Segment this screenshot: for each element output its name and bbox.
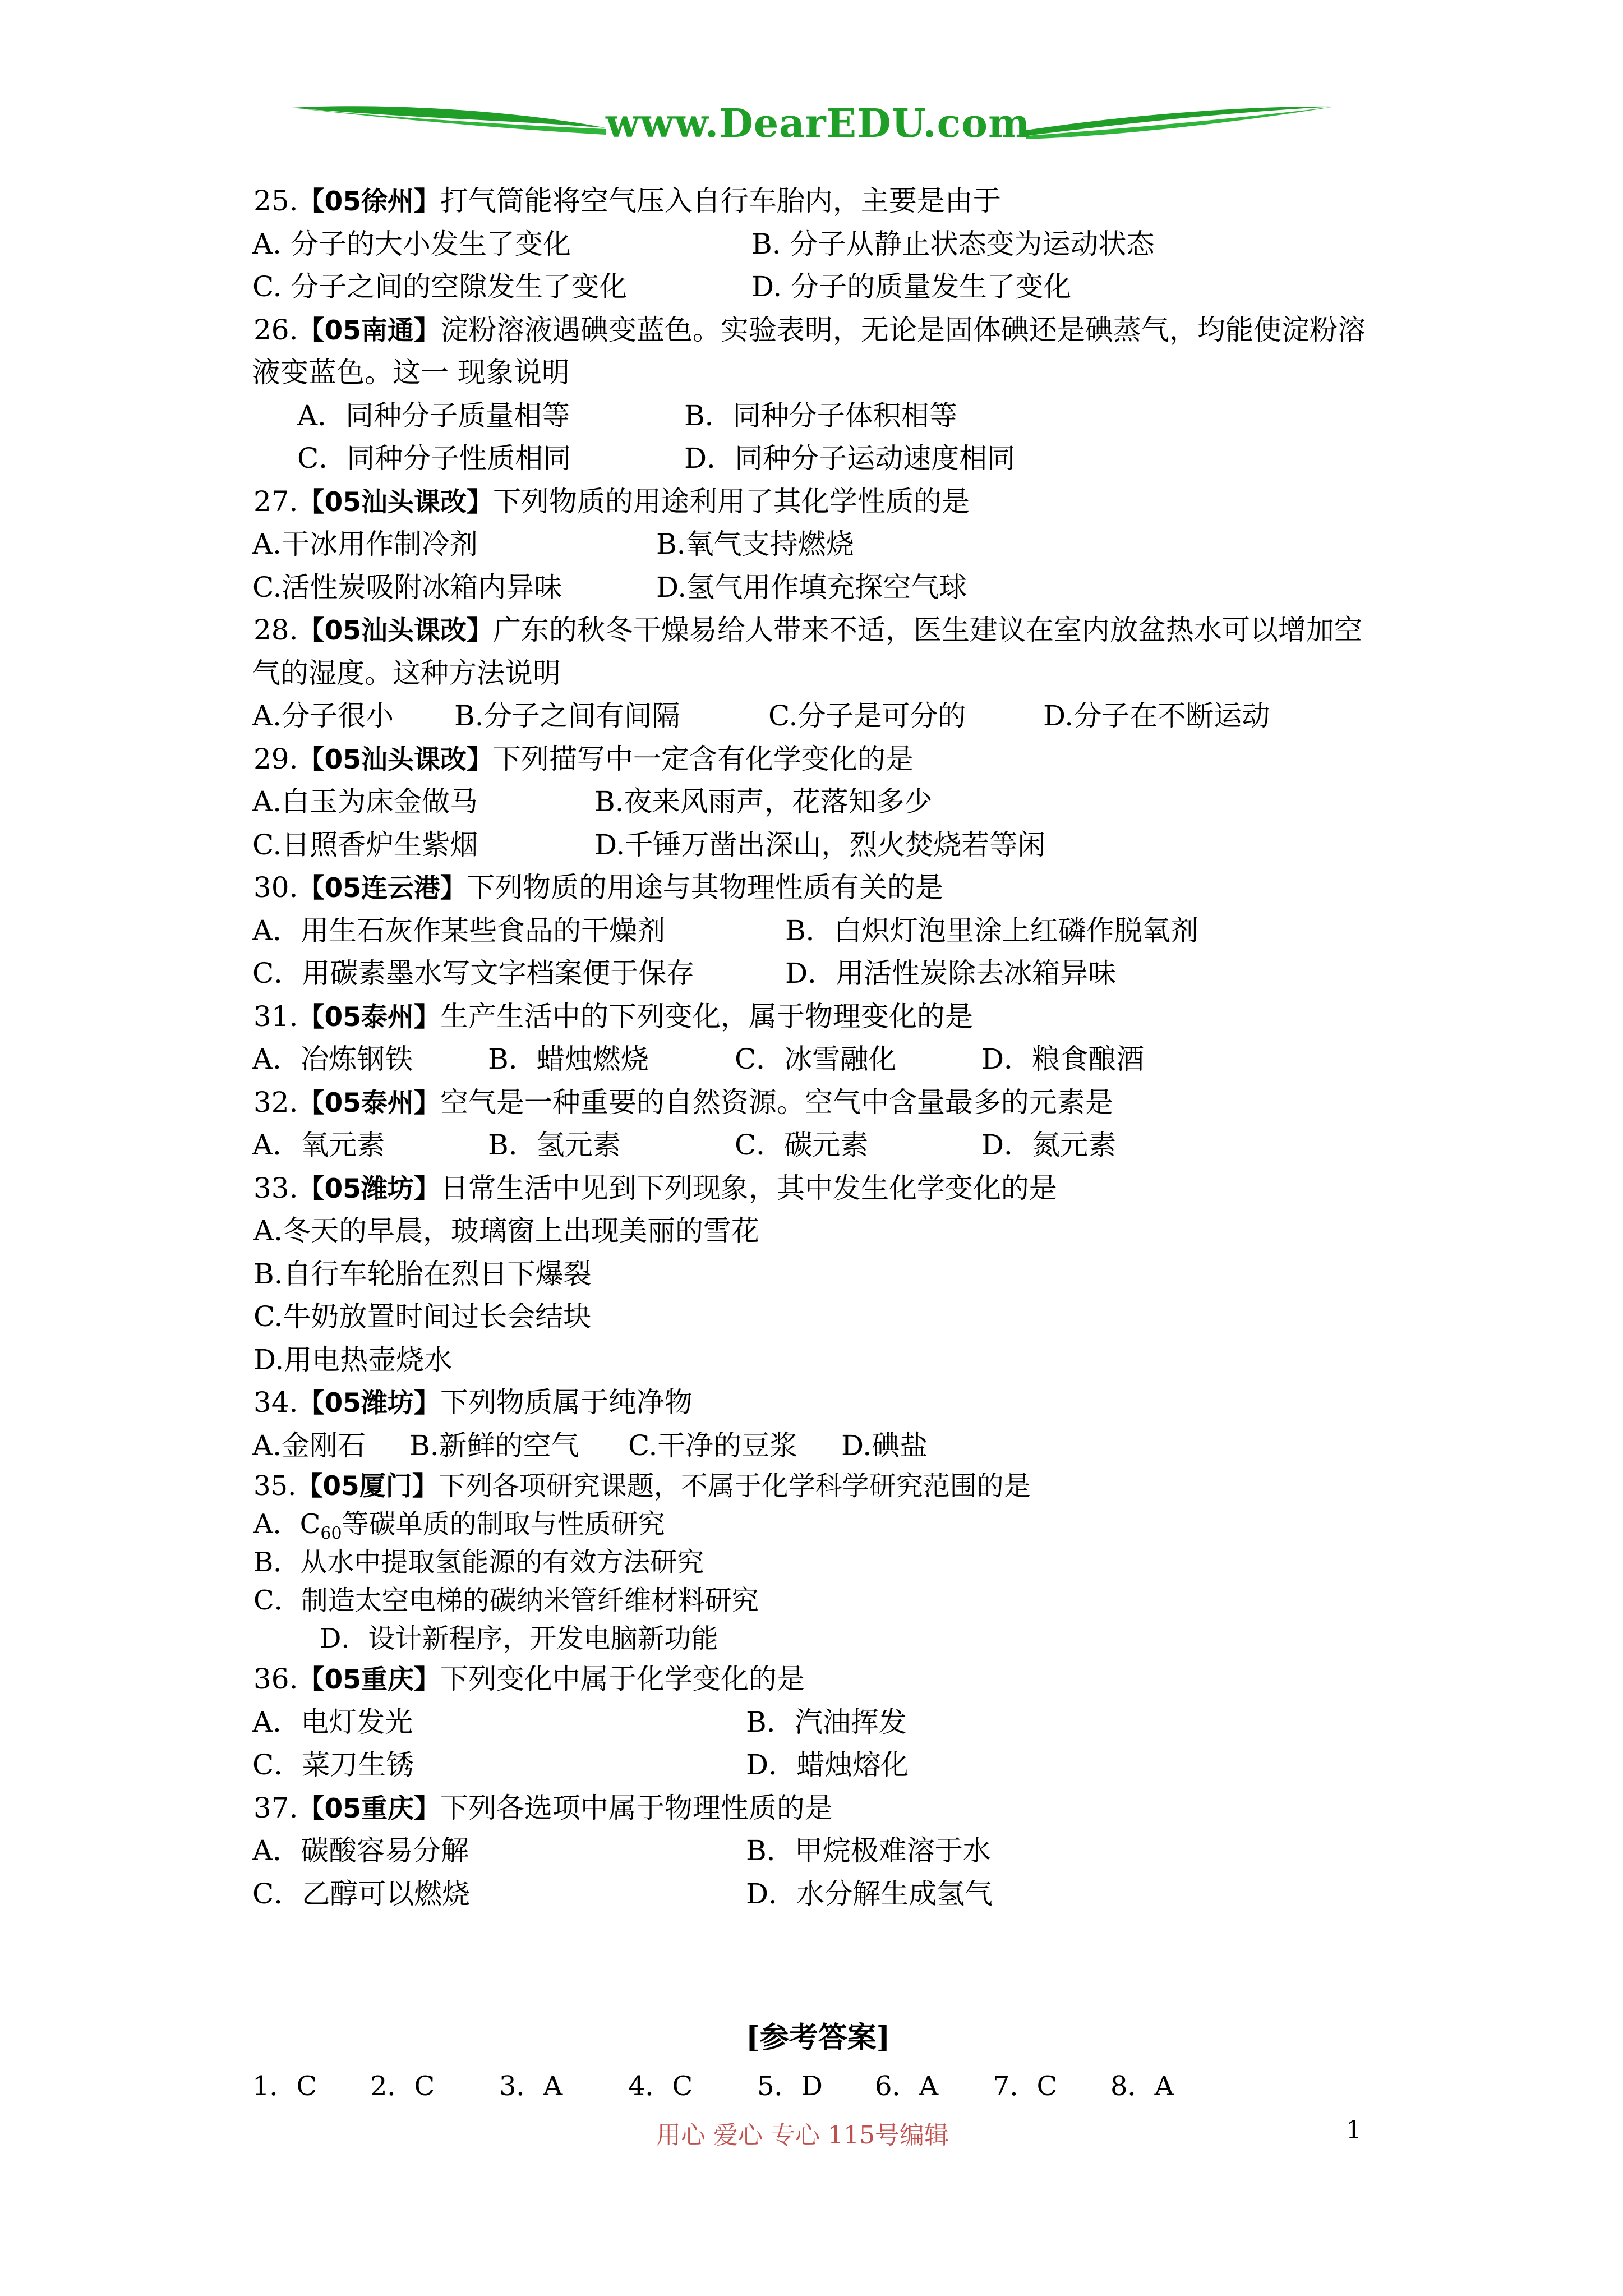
question-32: 32.【05泰州】空气是一种重要的自然资源。空气中含量最多的元素是 — [253, 1085, 1113, 1119]
question-28: 28.【05汕头课改】广东的秋冬干燥易给人带来不适，医生建议在室内放盆热水可以增加空 — [253, 614, 1362, 646]
options-row — [252, 1872, 1419, 1916]
source-tag: 【05重庆】 — [298, 1793, 440, 1824]
option-c: C.日照香炉生紫烟 — [252, 828, 478, 861]
question-36: 36.【05重庆】下列变化中属于化学变化的是 — [253, 1663, 805, 1695]
option-a: A．电灯发光 — [252, 1705, 413, 1738]
question-35: 35.【05厦门】下列各项研究课题，不属于化学科学研究范围的是 — [253, 1470, 1031, 1502]
answer-item: 8．A — [1110, 2070, 1174, 2102]
options-row — [252, 223, 1419, 266]
option-a: A．冶炼钢铁 — [252, 1043, 413, 1075]
options-row — [252, 1829, 1419, 1872]
option-c: C．乙醇可以燃烧 — [252, 1877, 471, 1910]
answer-key-title: [参考答案] — [746, 2021, 891, 2055]
option-b: B.新鲜的空气 — [409, 1429, 579, 1462]
source-tag: 【05汕头课改】 — [298, 486, 493, 518]
question-37: 37.【05重庆】下列各选项中属于物理性质的是 — [253, 1791, 833, 1824]
option-a: A．同种分子质量相等 — [297, 399, 570, 432]
options-row — [252, 952, 1419, 995]
page-number: 1 — [1346, 2116, 1362, 2145]
question-25: 25.【05徐州】打气筒能将空气压入自行车胎内，主要是由于 — [253, 185, 1001, 217]
option-d: D．蜡烛熔化 — [746, 1749, 909, 1781]
options-row — [252, 909, 1419, 953]
options-row — [252, 1124, 1419, 1167]
option-c: C. 分子之间的空隙发生了变化 — [252, 270, 628, 303]
option-a: A．用生石灰作某些食品的干燥剂 — [252, 914, 666, 947]
options-row — [252, 1424, 1419, 1467]
option-b: B．白炽灯泡里涂上红磷作脱氧剂 — [785, 914, 1198, 947]
question-30: 30.【05连云港】下列物质的用途与其物理性质有关的是 — [253, 871, 943, 904]
option-b: B.氧气支持燃烧 — [656, 528, 854, 560]
question-26: 26.【05南通】淀粉溶液遇碘变蓝色。实验表明，无论是固体碘还是碘蒸气，均能使淀粉溶 — [253, 313, 1366, 346]
options-row — [252, 1701, 1419, 1744]
options-row — [252, 1038, 1419, 1081]
question-27: 27.【05汕头课改】下列物质的用途利用了其化学性质的是 — [253, 485, 970, 518]
option-c: C．用碳素墨水写文字档案便于保存 — [252, 957, 695, 990]
source-tag: 【05汕头课改】 — [298, 615, 493, 646]
source-tag: 【05重庆】 — [298, 1664, 440, 1695]
option-d: D．设计新程序，开发电脑新功能 — [320, 1623, 718, 1654]
option-c: C.活性炭吸附冰箱内异味 — [252, 570, 562, 604]
option-a: A. 分子的大小发生了变化 — [252, 227, 571, 260]
options-row — [252, 1743, 1419, 1787]
options-row — [252, 780, 1419, 823]
option-c: C．冰雪融化 — [735, 1043, 897, 1075]
options-row — [252, 437, 1419, 480]
question-31: 31.【05泰州】生产生活中的下列变化，属于物理变化的是 — [253, 1000, 973, 1033]
option-a: A.金刚石 — [252, 1429, 366, 1462]
source-tag: 【05泰州】 — [298, 1087, 440, 1119]
options-row — [252, 394, 1419, 438]
option-a: A．氧元素 — [252, 1129, 385, 1161]
answer-item: 2．C — [370, 2070, 435, 2102]
option-a: A．碳酸容易分解 — [252, 1834, 469, 1867]
option-b: B．同种分子体积相等 — [684, 399, 957, 432]
question-stem-continued: 液变蓝色。这一 现象说明 — [252, 356, 570, 389]
source-tag: 【05南通】 — [298, 315, 440, 346]
logo-text: www.DearEDU.com — [606, 100, 1031, 146]
source-tag: 【05连云港】 — [298, 873, 467, 904]
options-row — [252, 265, 1419, 309]
option-d: D．氮元素 — [981, 1129, 1117, 1161]
option-c: C．碳元素 — [735, 1129, 869, 1161]
options-row — [252, 523, 1419, 566]
options-row — [252, 694, 1419, 738]
answer-item: 4．C — [628, 2070, 693, 2102]
answer-item: 7．C — [993, 2070, 1058, 2102]
option-d: D．水分解生成氢气 — [746, 1877, 993, 1910]
option-c: C．同种分子性质相同 — [297, 442, 571, 475]
option-a: A.干冰用作制冷剂 — [252, 528, 478, 560]
option-b: B．甲烷极难溶于水 — [746, 1834, 991, 1867]
answer-item: 6．A — [875, 2070, 939, 2102]
option-d: D.碘盐 — [841, 1429, 928, 1462]
answer-item: 3．A — [499, 2070, 563, 2102]
question-list — [252, 180, 1419, 1915]
option-a: A.冬天的早晨，玻璃窗上出现美丽的雪花 — [253, 1214, 760, 1247]
option-a: A.白玉为床金做马 — [252, 785, 478, 818]
source-tag: 【05潍坊】 — [298, 1388, 440, 1419]
question-33: 33.【05潍坊】日常生活中见到下列现象，其中发生化学变化的是 — [253, 1171, 1057, 1204]
option-a: A.分子很小 — [252, 700, 394, 732]
option-c: C．菜刀生锈 — [252, 1749, 414, 1781]
option-b: B. 分子从静止状态变为运动状态 — [751, 227, 1155, 260]
option-d: D．同种分子运动速度相同 — [684, 442, 1016, 475]
option-b: B．汽油挥发 — [746, 1705, 907, 1738]
source-tag: 【05汕头课改】 — [298, 744, 493, 775]
option-c: C.分子是可分的 — [768, 700, 966, 732]
option-b: B．从水中提取氢能源的有效方法研究 — [253, 1547, 704, 1578]
option-d: D.氢气用作填充探空气球 — [656, 570, 967, 604]
option-b: B．氢元素 — [488, 1129, 621, 1161]
source-tag: 【05厦门】 — [296, 1471, 439, 1502]
options-row — [252, 566, 1419, 609]
option-d: D．用活性炭除去冰箱异味 — [785, 957, 1117, 990]
option-c: C.牛奶放置时间过长会结块 — [253, 1300, 592, 1333]
source-tag: 【05徐州】 — [298, 186, 440, 217]
option-d: D.千锤万凿出深山，烈火焚烧若等闲 — [594, 828, 1046, 861]
option-c: C.干净的豆浆 — [628, 1429, 798, 1462]
answer-item: 1．C — [252, 2070, 317, 2102]
option-d: D.用电热壶烧水 — [253, 1343, 453, 1376]
answer-key-row — [252, 2064, 1206, 2104]
option-b: B．蜡烛燃烧 — [488, 1043, 649, 1075]
question-34: 34.【05潍坊】下列物质属于纯净物 — [253, 1386, 693, 1419]
question-stem-continued: 气的湿度。这种方法说明 — [252, 656, 561, 689]
option-a: A．$C_{60}$等碳单质的制取与性质研究 — [253, 1508, 665, 1544]
option-b: B.自行车轮胎在烈日下爆裂 — [253, 1257, 592, 1290]
answer-item: 5．D — [757, 2070, 823, 2102]
option-d: D.分子在不断运动 — [1043, 700, 1270, 732]
options-row — [252, 823, 1419, 867]
source-tag: 【05潍坊】 — [298, 1173, 440, 1204]
option-b: B.夜来风雨声，花落知多少 — [594, 785, 933, 818]
option-b: B.分子之间有间隔 — [454, 700, 680, 732]
source-tag: 【05泰州】 — [298, 1001, 440, 1033]
footer-text: 用心 爱心 专心 115号编辑 — [656, 2121, 949, 2150]
option-d: D．粮食酿酒 — [981, 1043, 1145, 1075]
question-29: 29.【05汕头课改】下列描写中一定含有化学变化的是 — [253, 742, 914, 775]
option-d: D. 分子的质量发生了变化 — [751, 270, 1072, 303]
option-c: C．制造太空电梯的碳纳米管纤维材料研究 — [253, 1585, 759, 1616]
site-logo — [292, 95, 1335, 157]
